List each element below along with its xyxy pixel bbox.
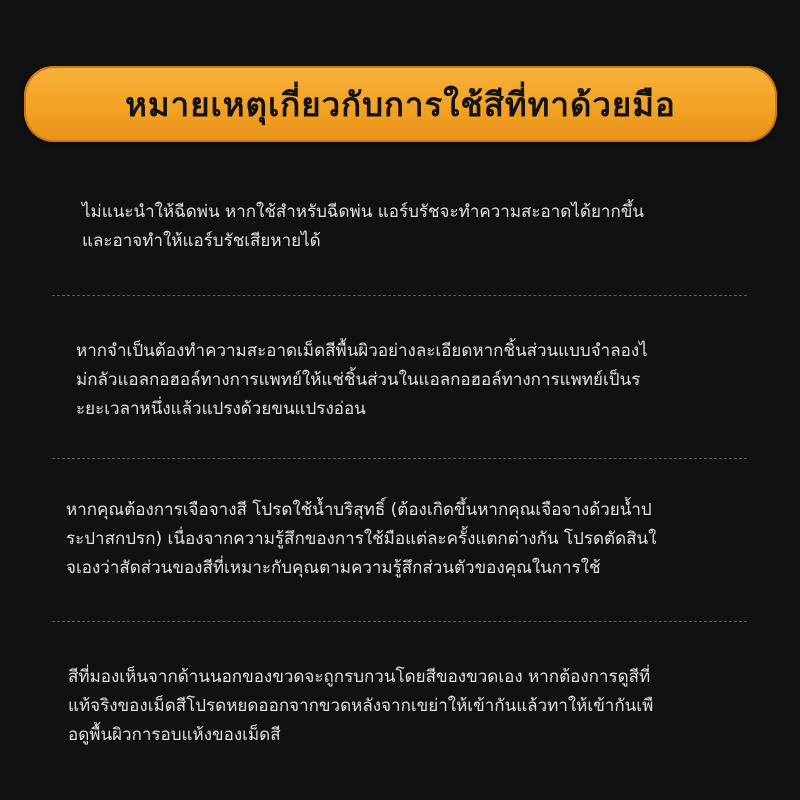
- divider: [52, 621, 747, 622]
- page-title: หมายเหตุเกี่ยวกับการใช้สีที่ทาด้วยมือ: [125, 84, 676, 124]
- note-diluting-paint: [66, 496, 656, 583]
- note-line: จเองว่าสัดส่วนของสีที่เหมาะกับคุณตามความรู้สึกส่วนตัวของคุณในการใช้: [66, 558, 601, 578]
- note-line: ม่กลัวแอลกอฮอล์ทางการแพทย์ให้แช่ชิ้นส่วนในแอลกอฮอล์ทางการแพทย์เป็นร: [76, 370, 641, 390]
- note-true-color: [68, 663, 653, 750]
- note-line: อดูพื้นผิวการอบแห้งของเม็ดสี: [68, 725, 281, 745]
- note-line: หากคุณต้องการเจือจางสี โปรดใช้น้ำบริสุทธิ์ (ต้องเกิดขึ้นหากคุณเจือจางด้วยน้ำป: [66, 500, 652, 520]
- note-cleaning-alcohol: [76, 337, 648, 424]
- note-line: และอาจทำให้แอร์บรัชเสียหายได้: [82, 231, 321, 251]
- title-banner: [24, 66, 777, 142]
- divider: [52, 458, 747, 459]
- note-line: ระปาสกปรก) เนื่องจากความรู้สึกของการใช้มือแต่ละครั้งแตกต่างกัน โปรดตัดสินใ: [66, 529, 657, 549]
- note-spray-warning: [82, 198, 644, 256]
- note-line: ไม่แนะนำให้ฉีดพ่น หากใช้สำหรับฉีดพ่น แอร์บรัชจะทำความสะอาดได้ยากขึ้น: [82, 202, 644, 222]
- divider: [52, 295, 747, 296]
- note-line: ะยะเวลาหนึ่งแล้วแปรงด้วยขนแปรงอ่อน: [76, 399, 366, 419]
- note-line: หากจำเป็นต้องทำความสะอาดเม็ดสีพื้นผิวอย่างละเอียดหากชิ้นส่วนแบบจำลองไ: [76, 341, 648, 361]
- note-line: แท้จริงของเม็ดสีโปรดหยดออกจากขวดหลังจากเขย่าให้เข้ากันแล้วทาให้เข้ากันเพื: [68, 696, 654, 716]
- note-line: สีที่มองเห็นจากด้านนอกของขวดจะถูกรบกวนโดยสีของขวดเอง หากต้องการดูสีที่: [68, 667, 651, 687]
